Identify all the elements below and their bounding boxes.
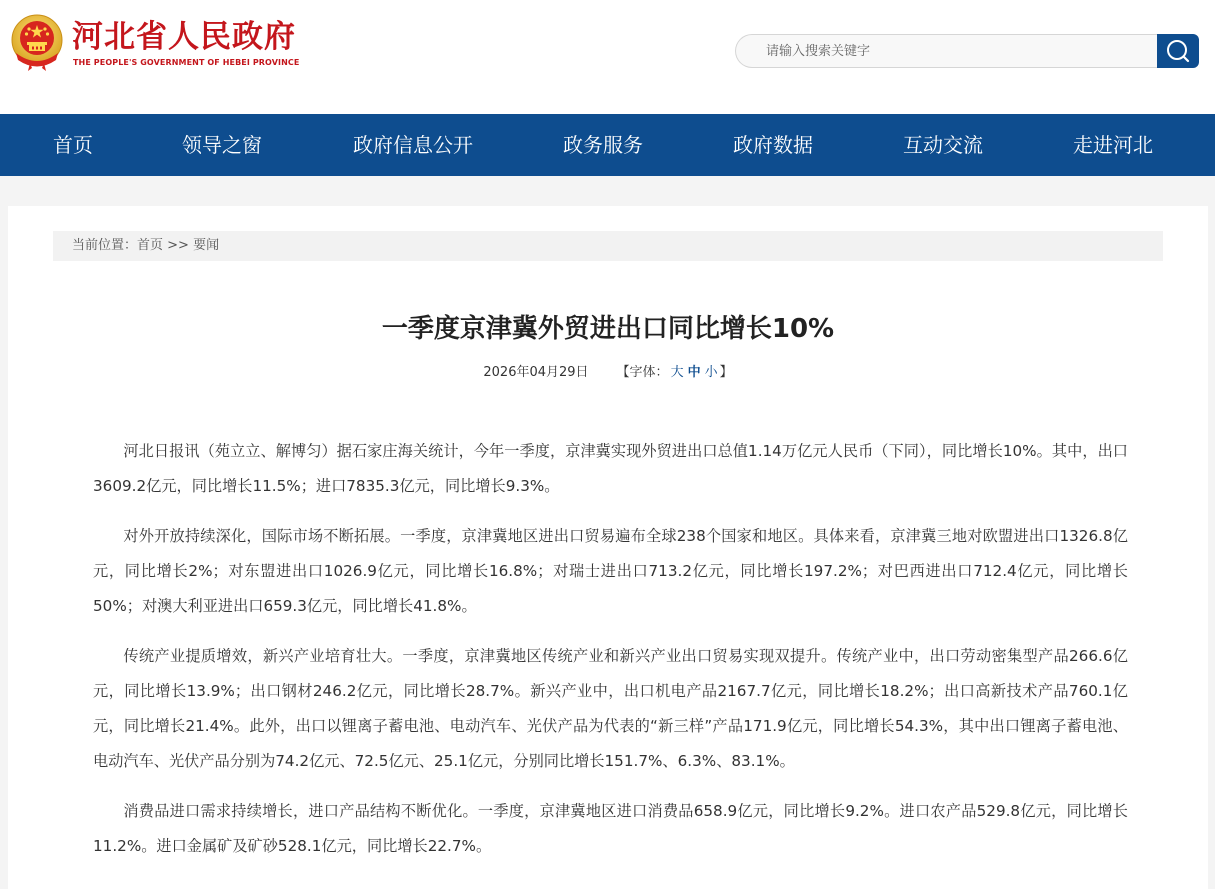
- site-title-english: THE PEOPLE'S GOVERNMENT OF HEBEI PROVINCE: [73, 58, 300, 67]
- nav-item-leaders[interactable]: 领导之窗: [182, 133, 262, 157]
- nav-item-gov-info[interactable]: 政府信息公开: [353, 133, 473, 157]
- publish-date: 2026年04月29日: [483, 365, 589, 380]
- article-title: 一季度京津冀外贸进出口同比增长10%: [381, 314, 835, 344]
- nav-item-about-hebei[interactable]: 走进河北: [1073, 133, 1153, 157]
- font-size-small-button[interactable]: 小: [704, 365, 718, 380]
- nav-item-data[interactable]: 政府数据: [733, 133, 813, 157]
- main-nav: [0, 114, 1215, 176]
- article-paragraph: 传统产业提质增效，新兴产业培育壮大。一季度，京津冀地区传统产业和新兴产业出口贸易实现双提升。传统产业中，出口劳动密集型产品266.6亿元，同比增长13.9%；出口钢材246.2亿元，同比增长28.7%。新兴产业中，出口机电产品2167.7亿元，同比增长18.2%；出口高新技术产品760.1亿元，同比增长21.4%。此外，出口以锂离子蓄电池、电动汽车、光伏产品为代表的“新三样”产品171.9亿元，同比增长54.3%，其中出口锂离子蓄电池、电动汽车、光伏产品分别为74.2亿元、72.5亿元、25.1亿元，分别同比增长151.7%、6.3%、83.1%。: [93, 647, 1128, 770]
- search-icon: [1165, 38, 1191, 64]
- nav-item-home[interactable]: 首页: [53, 133, 93, 157]
- breadcrumb-separator: >>: [163, 238, 194, 253]
- article-body: [93, 434, 1128, 879]
- site-header: [0, 0, 1215, 114]
- search-input[interactable]: [736, 35, 1159, 67]
- font-size-medium-button[interactable]: 中: [687, 365, 701, 380]
- breadcrumb-current-link[interactable]: 要闻: [193, 238, 220, 253]
- search-button[interactable]: [1157, 34, 1199, 68]
- national-emblem-icon[interactable]: [10, 13, 64, 73]
- nav-item-interaction[interactable]: 互动交流: [903, 133, 983, 157]
- search-box: [735, 34, 1159, 68]
- site-title[interactable]: 河北省人民政府: [72, 19, 296, 55]
- content-panel: [8, 206, 1208, 889]
- article-paragraph: 消费品进口需求持续增长，进口产品结构不断优化。一季度，京津冀地区进口消费品658.9亿元，同比增长9.2%。进口农产品529.8亿元，同比增长11.2%。进口金属矿及矿砂528.1亿元，同比增长22.7%。: [93, 802, 1128, 855]
- article-meta: [8, 363, 1208, 383]
- article-paragraph: 对外开放持续深化，国际市场不断拓展。一季度，京津冀地区进出口贸易遍布全球238个国家和地区。具体来看，京津冀三地对欧盟进出口1326.8亿元，同比增长2%；对东盟进出口1026.9亿元，同比增长16.8%；对瑞士进出口713.2亿元，同比增长197.2%；对巴西进出口712.4亿元，同比增长50%；对澳大利亚进出口659.3亿元，同比增长41.8%。: [93, 527, 1128, 615]
- article-paragraph: 河北日报讯（苑立立、解博匀）据石家庄海关统计，今年一季度，京津冀实现外贸进出口总值1.14万亿元人民币（下同），同比增长10%。其中，出口3609.2亿元，同比增长11.5%；进口7835.3亿元，同比增长9.3%。: [93, 442, 1128, 495]
- nav-item-services[interactable]: 政务服务: [563, 133, 643, 157]
- breadcrumb: [53, 231, 1163, 261]
- breadcrumb-home-link[interactable]: 首页: [137, 238, 164, 253]
- font-size-close: 】: [719, 365, 733, 380]
- font-size-large-button[interactable]: 大: [670, 365, 684, 380]
- font-size-label: 【字体：: [616, 365, 669, 380]
- breadcrumb-prefix: 当前位置：: [72, 238, 138, 253]
